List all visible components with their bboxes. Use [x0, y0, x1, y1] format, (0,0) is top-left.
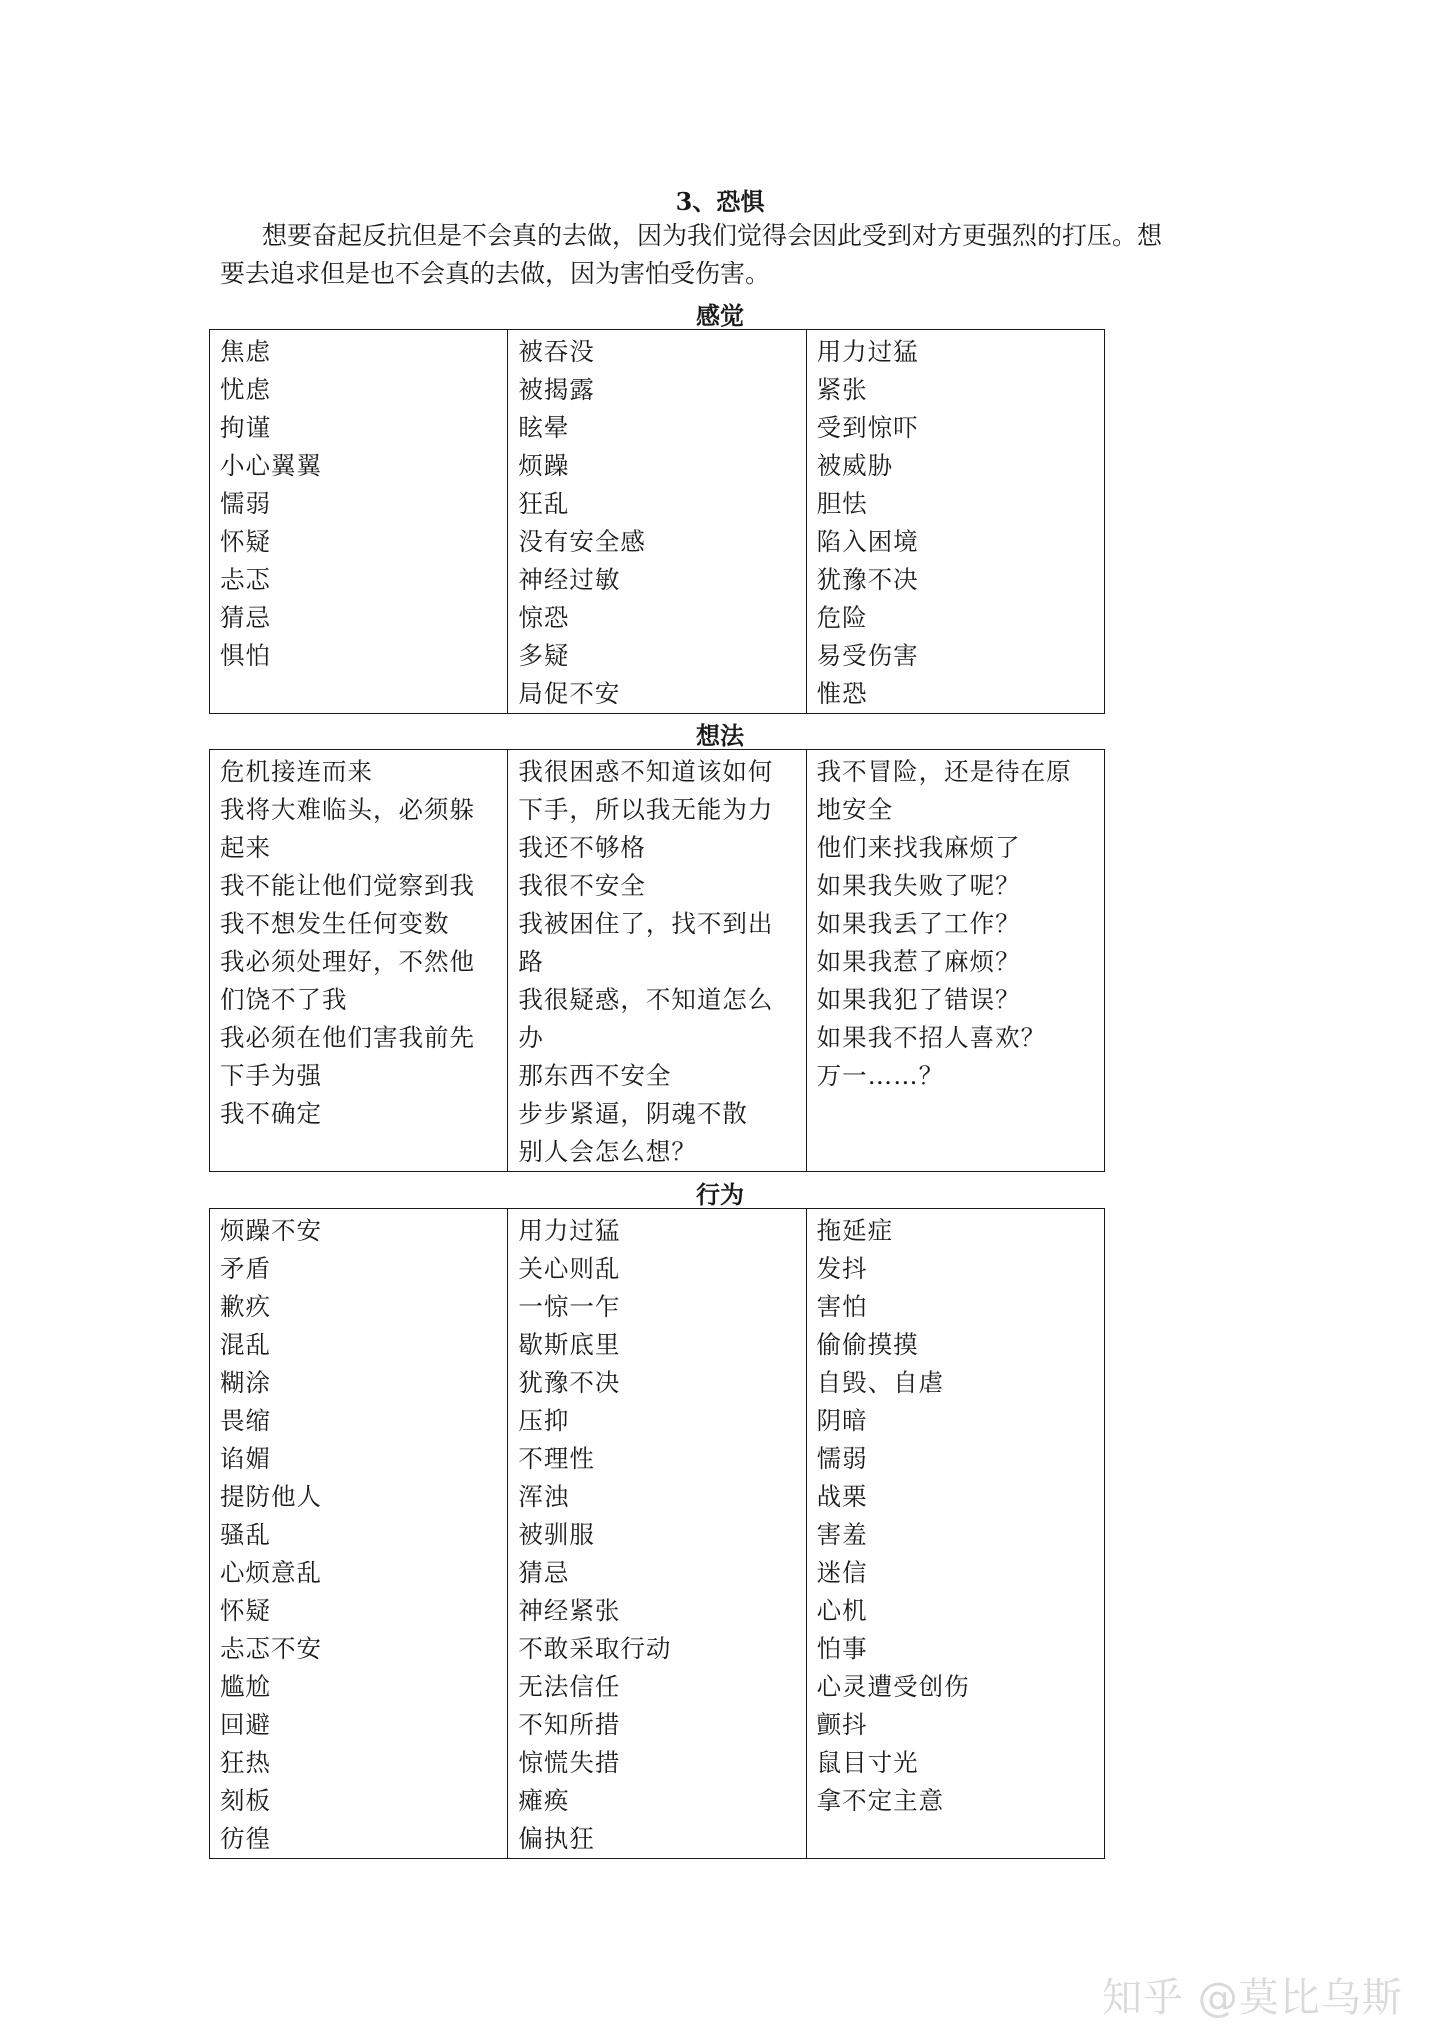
cell-line: 下手为强: [220, 1061, 322, 1090]
cell-line: 怕事: [816, 1634, 868, 1663]
cell-line: 危险: [816, 603, 868, 632]
cell-line: 狂乱: [518, 489, 570, 518]
cell-line: 我不冒险，还是待在原: [816, 757, 1072, 786]
cell-line: 一惊一乍: [518, 1292, 621, 1321]
intro-paragraph-line-2: 要去追求但是也不会真的去做，因为害怕受伤害。: [220, 259, 771, 288]
feelings-table: [209, 329, 1105, 714]
cell-line: 忧虑: [220, 375, 271, 404]
behaviors-column-3: [806, 1209, 1104, 1859]
cell-line: 谄媚: [220, 1444, 271, 1473]
cell-line: 胆怯: [816, 489, 868, 518]
cell-line: 刻板: [220, 1786, 271, 1815]
cell-line: 如果我丢了工作？: [816, 909, 1021, 938]
cell-line: 心机: [816, 1596, 868, 1625]
cell-line: 偷偷摸摸: [816, 1330, 919, 1359]
cell-line: 猜忌: [518, 1558, 570, 1587]
table-caption-thoughts: 想法: [696, 721, 744, 750]
cell-line: 偏执狂: [518, 1824, 595, 1853]
behaviors-column-2: [508, 1209, 806, 1859]
cell-line: 受到惊吓: [816, 413, 919, 442]
cell-line: 如果我惹了麻烦？: [816, 947, 1021, 976]
cell-line: 怀疑: [220, 527, 271, 556]
cell-line: 害羞: [816, 1520, 868, 1549]
cell-line: 下手，所以我无能为力: [518, 795, 774, 824]
behaviors-column-1: [210, 1209, 508, 1859]
cell-line: 紧张: [816, 375, 868, 404]
cell-line: 烦躁: [518, 451, 570, 480]
cell-line: 懦弱: [220, 489, 271, 518]
cell-line: 我不确定: [220, 1099, 322, 1128]
cell-line: 起来: [220, 833, 271, 862]
cell-line: 我被困住了，找不到出: [518, 909, 774, 938]
cell-line: 被驯服: [518, 1520, 595, 1549]
cell-line: 压抑: [518, 1406, 570, 1435]
cell-line: 我必须在他们害我前先: [220, 1023, 475, 1052]
cell-line: 颤抖: [816, 1710, 868, 1739]
cell-line: 被吞没: [518, 337, 595, 366]
cell-line: 惧怕: [220, 641, 271, 670]
cell-line: 步步紧逼，阴魂不散: [518, 1099, 748, 1128]
cell-line: 尴尬: [220, 1672, 271, 1701]
cell-line: 如果我犯了错误？: [816, 985, 1021, 1014]
cell-line: 用力过猛: [518, 1216, 621, 1245]
table-row: [210, 330, 1105, 714]
cell-line: 惊慌失措: [518, 1748, 621, 1777]
cell-line: 我还不够格: [518, 833, 646, 862]
cell-line: 我很不安全: [518, 871, 646, 900]
cell-line: 狂热: [220, 1748, 271, 1777]
cell-line: 惊恐: [518, 603, 570, 632]
cell-line: 不知所措: [518, 1710, 621, 1739]
cell-line: 地安全: [816, 795, 894, 824]
cell-line: 歉疚: [220, 1292, 271, 1321]
cell-line: 路: [518, 947, 544, 976]
cell-line: 焦虑: [220, 337, 271, 366]
cell-line: 神经过敏: [518, 565, 621, 594]
table-caption-behaviors: 行为: [696, 1180, 744, 1209]
cell-line: 危机接连而来: [220, 757, 373, 786]
cell-line: 自毁、自虐: [816, 1368, 945, 1397]
cell-line: 阴暗: [816, 1406, 868, 1435]
cell-line: 回避: [220, 1710, 271, 1739]
cell-line: 不敢采取行动: [518, 1634, 672, 1663]
cell-line: 提防他人: [220, 1482, 322, 1511]
table-row: [210, 750, 1105, 1172]
cell-line: 彷徨: [220, 1824, 271, 1853]
cell-line: 歇斯底里: [518, 1330, 621, 1359]
cell-line: 战栗: [816, 1482, 868, 1511]
zhihu-watermark: 知乎 @莫比乌斯: [1102, 1975, 1403, 2021]
cell-line: 关心则乱: [518, 1254, 621, 1283]
cell-line: 浑浊: [518, 1482, 570, 1511]
cell-line: 我必须处理好，不然他: [220, 947, 475, 976]
section-title: 3、恐惧: [675, 187, 765, 216]
cell-line: 忐忑: [220, 565, 271, 594]
cell-line: 那东西不安全: [518, 1061, 672, 1090]
cell-line: 鼠目寸光: [816, 1748, 919, 1777]
cell-line: 局促不安: [518, 679, 621, 708]
behaviors-table: [209, 1208, 1105, 1859]
cell-line: 发抖: [816, 1254, 868, 1283]
cell-line: 猜忌: [220, 603, 271, 632]
table-caption-feelings: 感觉: [696, 301, 744, 330]
cell-line: 拿不定主意: [816, 1786, 945, 1815]
cell-line: 骚乱: [220, 1520, 271, 1549]
cell-line: 迷信: [816, 1558, 868, 1587]
cell-line: 拖延症: [816, 1216, 894, 1245]
cell-line: 我不能让他们觉察到我: [220, 871, 475, 900]
cell-line: 糊涂: [220, 1368, 271, 1397]
cell-line: 害怕: [816, 1292, 868, 1321]
cell-line: 如果我不招人喜欢？: [816, 1023, 1047, 1052]
cell-line: 别人会怎么想？: [518, 1137, 697, 1166]
cell-line: 烦躁不安: [220, 1216, 322, 1245]
cell-line: 被威胁: [816, 451, 894, 480]
thoughts-column-1: [210, 750, 508, 1172]
cell-line: 混乱: [220, 1330, 271, 1359]
thoughts-table: [209, 749, 1105, 1172]
cell-line: 忐忑不安: [220, 1634, 322, 1663]
cell-line: 拘谨: [220, 413, 271, 442]
thoughts-column-2: [508, 750, 806, 1172]
cell-line: 们饶不了我: [220, 985, 348, 1014]
cell-line: 犹豫不决: [518, 1368, 621, 1397]
cell-line: 犹豫不决: [816, 565, 919, 594]
cell-line: 无法信任: [518, 1672, 621, 1701]
cell-line: 我很困惑不知道该如何: [518, 757, 774, 786]
feelings-column-1: [210, 330, 508, 714]
intro-paragraph-line-1: 想要奋起反抗但是不会真的去做，因为我们觉得会因此受到对方更强烈的打压。想: [262, 221, 1163, 250]
feelings-column-2: [508, 330, 806, 714]
feelings-column-3: [806, 330, 1104, 714]
cell-line: 心烦意乱: [220, 1558, 322, 1587]
cell-line: 惟恐: [816, 679, 868, 708]
cell-line: 办: [518, 1023, 544, 1052]
cell-line: 如果我失败了呢？: [816, 871, 1021, 900]
cell-line: 没有安全感: [518, 527, 646, 556]
cell-line: 易受伤害: [816, 641, 919, 670]
cell-line: 他们来找我麻烦了: [816, 833, 1021, 862]
cell-line: 我不想发生任何变数: [220, 909, 450, 938]
cell-line: 我将大难临头，必须躲: [220, 795, 475, 824]
cell-line: 瘫痪: [518, 1786, 570, 1815]
cell-line: 眩晕: [518, 413, 570, 442]
cell-line: 用力过猛: [816, 337, 919, 366]
cell-line: 万一……？: [816, 1061, 945, 1090]
cell-line: 怀疑: [220, 1596, 271, 1625]
cell-line: 不理性: [518, 1444, 595, 1473]
table-row: [210, 1209, 1105, 1859]
cell-line: 懦弱: [816, 1444, 868, 1473]
cell-line: 小心翼翼: [220, 451, 322, 480]
cell-line: 矛盾: [220, 1254, 271, 1283]
thoughts-column-3: [806, 750, 1104, 1172]
cell-line: 陷入困境: [816, 527, 919, 556]
cell-line: 我很疑惑，不知道怎么: [518, 985, 774, 1014]
cell-line: 被揭露: [518, 375, 595, 404]
cell-line: 心灵遭受创伤: [816, 1672, 970, 1701]
cell-line: 多疑: [518, 641, 570, 670]
cell-line: 畏缩: [220, 1406, 271, 1435]
cell-line: 神经紧张: [518, 1596, 621, 1625]
